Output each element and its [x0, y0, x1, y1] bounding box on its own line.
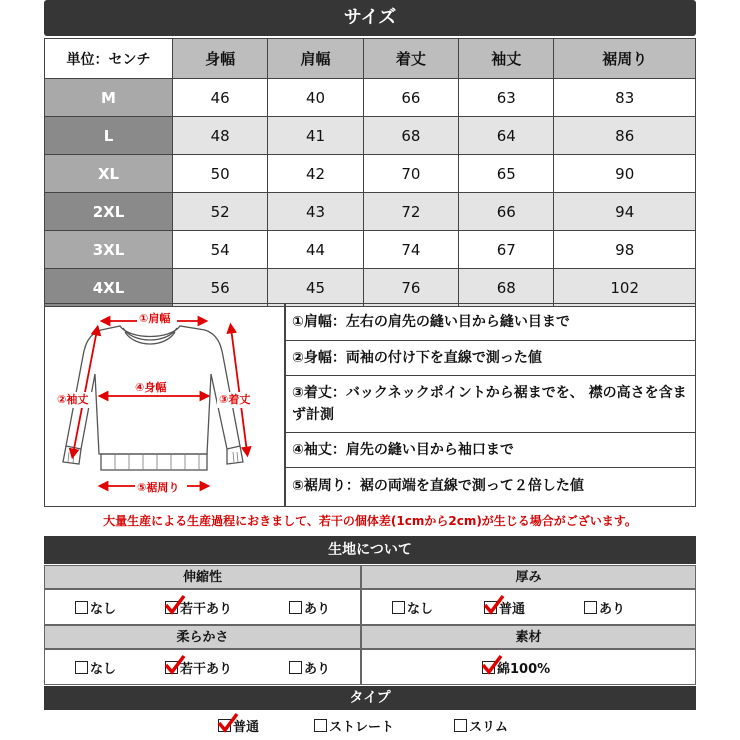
stretch-options: [44, 589, 361, 625]
diagram-label-hem: ⑤裾周り: [137, 481, 180, 494]
diagram-label-length: ③着丈: [219, 393, 251, 406]
thickness-option-yes[interactable]: [584, 598, 625, 617]
size-label: 3XL: [45, 231, 173, 269]
softness-options: [44, 649, 361, 685]
table-cell: 54: [173, 231, 268, 269]
table-cell: 68: [363, 117, 458, 155]
option-label: あり: [304, 662, 331, 677]
table-cell: 83: [554, 79, 696, 117]
material-option-cotton[interactable]: [482, 658, 550, 677]
size-label: XL: [45, 155, 173, 193]
option-label: あり: [599, 602, 626, 617]
option-label: なし: [407, 602, 434, 617]
table-cell: 42: [268, 155, 363, 193]
note-hem: ⑤裾周り：裾の両端を直線で測って２倍した値: [292, 478, 584, 494]
type-section-title: タイプ: [44, 686, 696, 710]
table-row: [45, 79, 696, 117]
type-option-slim[interactable]: [454, 716, 508, 735]
checkbox-icon[interactable]: [75, 661, 88, 674]
measurement-diagram: [44, 303, 285, 507]
softness-label: 柔らかさ: [44, 625, 361, 649]
table-cell: 46: [173, 79, 268, 117]
unit-label: 単位：センチ: [45, 39, 173, 79]
table-cell: 74: [363, 231, 458, 269]
checkbox-icon[interactable]: [392, 601, 405, 614]
stretch-option-yes[interactable]: [289, 598, 330, 617]
table-cell: 66: [363, 79, 458, 117]
type-option-normal[interactable]: [218, 716, 259, 735]
header-shoulder: 肩幅: [268, 39, 363, 79]
table-cell: 63: [459, 79, 554, 117]
stretch-label: 伸縮性: [44, 565, 361, 589]
option-label: 普通: [499, 602, 526, 617]
material-options: [361, 649, 696, 685]
disclaimer-text: 大量生産による生産過程におきまして、若干の個体差(1cmから2cm)が生じる場合がございます。: [103, 514, 637, 528]
size-title: サイズ: [44, 0, 696, 36]
table-cell: 76: [363, 269, 458, 307]
table-cell: 90: [554, 155, 696, 193]
diagram-label-shoulder: ①肩幅: [139, 312, 171, 325]
softness-option-yes[interactable]: [289, 658, 330, 677]
ribbing: [68, 452, 238, 470]
table-cell: 94: [554, 193, 696, 231]
option-label: ストレート: [329, 720, 395, 735]
checked-checkbox-icon[interactable]: [484, 601, 497, 614]
fabric-section-title: 生地について: [44, 536, 696, 564]
note-sleeve: ④袖丈：肩先の縫い目から袖口まで: [286, 433, 695, 468]
option-label: 若干あり: [180, 602, 233, 617]
thickness-option-normal[interactable]: [484, 598, 525, 617]
size-label: 2XL: [45, 193, 173, 231]
table-cell: 65: [459, 155, 554, 193]
option-label: あり: [304, 602, 331, 617]
checkbox-icon[interactable]: [75, 601, 88, 614]
size-label: M: [45, 79, 173, 117]
size-table-header-row: [45, 39, 696, 79]
option-label: なし: [90, 602, 117, 617]
size-label: L: [45, 117, 173, 155]
stretch-option-slight[interactable]: [165, 598, 232, 617]
thickness-label: 厚み: [361, 565, 696, 589]
table-row: [45, 269, 696, 307]
table-cell: 52: [173, 193, 268, 231]
material-label: 素材: [361, 625, 696, 649]
diagram-label-chest: ④身幅: [135, 381, 167, 394]
note-length: ③着丈：バックネックポイントから裾までを、 襟の高さを含まず計測: [286, 376, 695, 433]
thickness-options: [361, 589, 696, 625]
checkbox-icon[interactable]: [289, 661, 302, 674]
checked-checkbox-icon[interactable]: [218, 719, 231, 732]
option-label: スリム: [469, 720, 509, 735]
checkbox-icon[interactable]: [584, 601, 597, 614]
note-chest: ②身幅：両袖の付け下を直線で測った値: [286, 341, 695, 376]
table-cell: 40: [268, 79, 363, 117]
header-length: 着丈: [363, 39, 458, 79]
table-cell: 66: [459, 193, 554, 231]
type-options: [44, 710, 696, 740]
header-sleeve: 袖丈: [459, 39, 554, 79]
size-label: 4XL: [45, 269, 173, 307]
table-cell: 44: [268, 231, 363, 269]
stretch-option-none[interactable]: [75, 598, 116, 617]
table-cell: 41: [268, 117, 363, 155]
type-option-straight[interactable]: [314, 716, 394, 735]
table-cell: 86: [554, 117, 696, 155]
softness-option-none[interactable]: [75, 658, 116, 677]
thickness-option-none[interactable]: [392, 598, 433, 617]
table-cell: 43: [268, 193, 363, 231]
size-table: [44, 38, 696, 307]
table-cell: 68: [459, 269, 554, 307]
option-label: なし: [90, 662, 117, 677]
table-cell: 64: [459, 117, 554, 155]
option-label: 普通: [233, 720, 260, 735]
note-shoulder: ①肩幅：左右の肩先の縫い目から縫い目まで: [286, 304, 695, 341]
table-cell: 70: [363, 155, 458, 193]
table-cell: 102: [554, 269, 696, 307]
measurement-notes: [285, 303, 696, 507]
diagram-label-sleeve: ②袖丈: [57, 393, 89, 406]
option-label: 綿100%: [497, 662, 551, 677]
table-cell: 56: [173, 269, 268, 307]
checkbox-icon[interactable]: [289, 601, 302, 614]
table-cell: 98: [554, 231, 696, 269]
checked-checkbox-icon[interactable]: [165, 661, 178, 674]
checkbox-icon[interactable]: [454, 719, 467, 732]
table-cell: 48: [173, 117, 268, 155]
header-chest: 身幅: [173, 39, 268, 79]
option-label: 若干あり: [180, 662, 233, 677]
table-cell: 67: [459, 231, 554, 269]
table-cell: 45: [268, 269, 363, 307]
softness-option-slight[interactable]: [165, 658, 232, 677]
table-row: [45, 193, 696, 231]
sweater-illustration: [45, 304, 284, 506]
table-row: [45, 231, 696, 269]
header-hem: 裾周り: [554, 39, 696, 79]
checked-checkbox-icon[interactable]: [482, 661, 495, 674]
table-row: [45, 155, 696, 193]
table-cell: 50: [173, 155, 268, 193]
checked-checkbox-icon[interactable]: [165, 601, 178, 614]
checkbox-icon[interactable]: [314, 719, 327, 732]
table-cell: 72: [363, 193, 458, 231]
table-row: [45, 117, 696, 155]
